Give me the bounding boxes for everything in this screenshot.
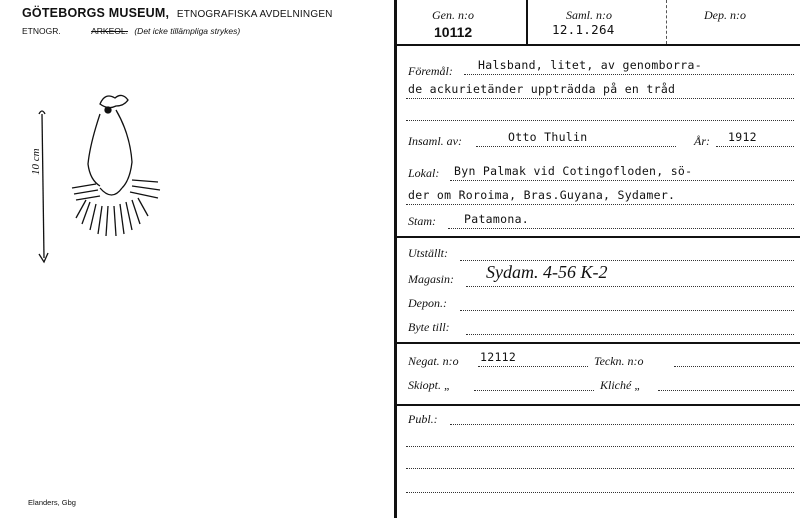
- scale-label: 10 cm: [30, 148, 42, 175]
- foremal-label: Föremål:: [408, 64, 453, 78]
- publ-dots-1: [450, 424, 794, 425]
- lokal-line2: der om Roroima, Bras.Guyana, Sydamer.: [408, 188, 676, 202]
- form-left-border: [394, 0, 397, 518]
- ar-value: 1912: [728, 130, 757, 144]
- magasin-dots: [466, 286, 794, 287]
- foremal-dots-1: [464, 74, 794, 75]
- insaml-label: Insaml. av:: [408, 134, 462, 148]
- publ-dots-3: [406, 468, 794, 469]
- insaml-value: Otto Thulin: [508, 130, 588, 144]
- printer-credit: Elanders, Gbg: [28, 498, 76, 507]
- stam-label: Stam:: [408, 214, 436, 228]
- lokal-dots-1: [450, 180, 794, 181]
- rule-top: [394, 44, 800, 46]
- depon-label: Depon.:: [408, 296, 447, 310]
- ar-dots: [716, 146, 794, 147]
- lokal-label: Lokal:: [408, 166, 440, 180]
- teckn-label: Teckn. n:o: [594, 354, 644, 368]
- department-name: ETNOGRAFISKA AVDELNINGEN: [176, 9, 333, 20]
- saml-label: Saml. n:o: [566, 8, 612, 22]
- negat-value: 12112: [480, 350, 517, 364]
- kliche-label: Kliché „: [600, 378, 641, 392]
- dep-label: Dep. n:o: [704, 8, 746, 22]
- negat-dots: [478, 366, 588, 367]
- divider-1: [526, 0, 528, 44]
- museum-name: GÖTEBORGS MUSEUM,: [22, 6, 170, 20]
- publ-dots-4: [406, 492, 794, 493]
- foremal-dots-2: [406, 98, 794, 99]
- teckn-dots: [674, 366, 794, 367]
- rule-neg: [394, 342, 800, 344]
- saml-value: 12.1.264: [552, 22, 615, 37]
- foremal-dots-3: [406, 120, 794, 121]
- classification-line: [22, 26, 240, 36]
- publ-dots-2: [406, 446, 794, 447]
- utstallt-dots: [460, 260, 794, 261]
- rule-publ: [394, 404, 800, 406]
- byte-label: Byte till:: [408, 320, 450, 334]
- catalog-card-form: [394, 0, 800, 518]
- foremal-line2: de ackurietänder uppträdda på en tråd: [408, 82, 676, 96]
- ar-label: År:: [694, 134, 710, 148]
- stam-value: Patamona.: [464, 212, 530, 226]
- lokal-dots-2: [406, 204, 794, 205]
- rule-mid: [394, 236, 800, 238]
- strike-note: (Det icke tillämpliga strykes): [134, 26, 241, 36]
- necklace-drawing: [60, 84, 170, 254]
- depon-dots: [460, 310, 794, 311]
- stam-dots: [448, 228, 794, 229]
- gen-label: Gen. n:o: [432, 8, 474, 22]
- kliche-dots: [658, 390, 794, 391]
- museum-header: [22, 6, 333, 20]
- insaml-dots: [476, 146, 676, 147]
- gen-value: 10112: [434, 24, 473, 40]
- skiopt-dots: [474, 390, 594, 391]
- arkeol-label: ARKEOL.: [91, 26, 128, 36]
- publ-label: Publ.:: [408, 412, 438, 426]
- skiopt-label: Skiopt. „: [408, 378, 451, 392]
- scale-bar: [22, 108, 62, 268]
- utstallt-label: Utställt:: [408, 246, 449, 260]
- foremal-line1: Halsband, litet, av genomborra-: [478, 58, 702, 72]
- lokal-line1: Byn Palmak vid Cotingofloden, sö-: [454, 164, 693, 178]
- etnogr-label: ETNOGR.: [22, 26, 61, 36]
- byte-dots: [466, 334, 794, 335]
- negat-label: Negat. n:o: [408, 354, 459, 368]
- magasin-label: Magasin:: [408, 272, 454, 286]
- divider-2: [666, 0, 668, 44]
- magasin-value: Sydam. 4-56 K-2: [486, 262, 608, 282]
